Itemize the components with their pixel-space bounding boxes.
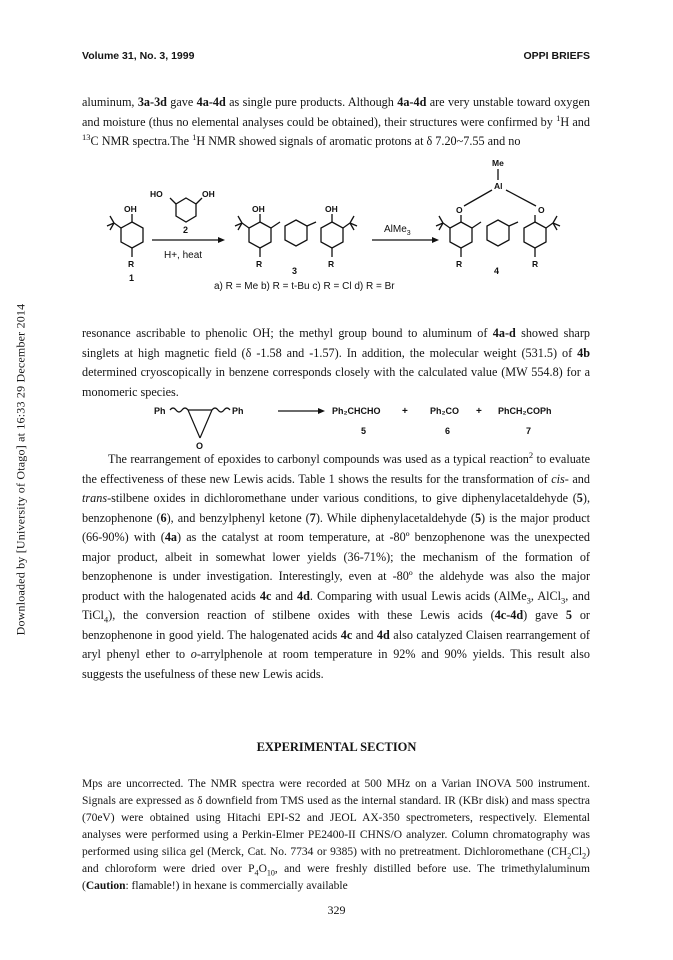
text-run: ) as the catalyst at room temperature, at -80º benzophenone was the unexpected major product, albeit in somewhat lower yields (36-71%); the mechanism of the formation of benzophenone is under investigation. Interestingly, even at -80º the aldehyde was also the major product with the halogenated acids bbox=[82, 530, 590, 603]
text-run: 4d bbox=[297, 588, 310, 603]
product-6-formula: Ph₂CO bbox=[430, 406, 459, 416]
text-run: or benzophenone in good yield. The halogenated acids bbox=[82, 608, 590, 642]
label-epoxide-o: O bbox=[196, 441, 204, 451]
text-run: -stilbene oxides in dichloromethane under various conditions, to give diphenylacetaldehyde ( bbox=[107, 491, 577, 505]
section-heading-experimental: EXPERIMENTAL SECTION bbox=[256, 740, 417, 754]
product-number-6: 6 bbox=[445, 426, 451, 436]
compound-number-3: 3 bbox=[292, 266, 298, 276]
text-run: : flamable!) in hexane is commercially available bbox=[125, 880, 348, 892]
running-header-volume: Volume 31, No. 3, 1999 bbox=[82, 50, 195, 62]
text-run: Mps are uncorrected. The NMR spectra were recorded at 500 MHz on a Varian INOVA 500 instrument. Signals are expressed as δ downfield from TMS used as the internal standard. IR (KBr disk) and mass spectra (70eV) were obtained using Hitachi EPI-S2 and JEOL AX-350 spectrometers, respectively. Elemental analyses were performed using a Perkin-Elmer PE2400-II CHNS/O analyzer. Column chromatography was performed using silica gel (Merck, Cat. No. 7734 or 9385) with no pretreatment. Dichloromethane (CH bbox=[82, 778, 590, 858]
product-5-formula: Ph₂CHCHO bbox=[332, 406, 381, 416]
label-me: Me bbox=[492, 158, 504, 168]
wavy-bond bbox=[170, 408, 188, 412]
text-run: trans bbox=[82, 491, 108, 505]
text-run: showed sharp singlets at high magnetic field (δ -1.58 and -1.57). In addition, the molecular weight (531.5) of bbox=[82, 326, 590, 360]
label-r: R bbox=[328, 259, 335, 269]
structure-compound-4 bbox=[436, 158, 560, 257]
label-o: O bbox=[538, 205, 545, 215]
label-ho: HO bbox=[150, 189, 163, 199]
label-oh: OH bbox=[325, 204, 338, 214]
text-run: 4 bbox=[254, 868, 259, 878]
paragraph-experimental bbox=[82, 776, 590, 895]
text-run: 3a-3d bbox=[137, 95, 167, 109]
text-run: 4c bbox=[259, 588, 272, 603]
text-run: 4b bbox=[577, 345, 590, 360]
text-run: 4a-4d bbox=[397, 95, 427, 109]
text-run: , and TiCl bbox=[82, 588, 590, 622]
text-run: 7 bbox=[309, 510, 316, 525]
text-run: gave bbox=[166, 95, 197, 109]
text-run: , and were freshly distilled before use. The trimethylaluminum ( bbox=[82, 863, 590, 892]
text-run: 3 bbox=[526, 594, 531, 605]
text-run: -arrylphenole at room temperature in 92% and 90% yields. This result also suggests the usefulness of these new Lewis acids. bbox=[82, 647, 590, 681]
text-run: ), the conversion reaction of stilbene oxides with these Lewis acids ( bbox=[108, 608, 495, 622]
reaction-scheme-1 bbox=[80, 150, 600, 300]
product-number-5: 5 bbox=[361, 426, 367, 436]
text-run: ) is the major product (66-90%) with ( bbox=[82, 510, 590, 544]
text-run: ) gave bbox=[523, 608, 566, 622]
wavy-bond bbox=[212, 408, 230, 412]
text-run: , AlCl bbox=[530, 588, 562, 603]
text-run: also catalyzed Claisen rearrangement of aryl phenyl ether to bbox=[82, 627, 590, 661]
text-run: 4c bbox=[340, 627, 353, 642]
product-7-formula: PhCH₂COPh bbox=[498, 406, 552, 416]
text-run: 4 bbox=[103, 614, 109, 625]
page-number: 329 bbox=[327, 903, 346, 917]
substituent-legend: a) R = Me b) R = t-Bu c) R = Cl d) R = Br bbox=[214, 281, 395, 292]
text-run: and bbox=[568, 471, 590, 486]
product-number-7: 7 bbox=[526, 426, 532, 436]
text-run: resonance ascribable to phenolic OH; the methyl group bound to aluminum of bbox=[82, 326, 493, 340]
plus-sign: + bbox=[476, 406, 482, 417]
text-run: 1 bbox=[192, 131, 197, 142]
text-run: 4c-4d bbox=[494, 608, 524, 622]
label-ph-left: Ph bbox=[154, 406, 166, 416]
label-oh: OH bbox=[252, 204, 265, 214]
text-run: 10 bbox=[266, 868, 275, 878]
text-run: ) and chloroform were dried over P bbox=[82, 846, 590, 875]
label-o: O bbox=[456, 205, 463, 215]
structure-reagent-2 bbox=[170, 198, 202, 222]
text-run: 5 bbox=[565, 608, 572, 622]
text-run: 13 bbox=[82, 131, 91, 142]
text-run: ), benzophenone ( bbox=[82, 491, 590, 525]
label-ph-right: Ph bbox=[232, 406, 244, 416]
text-run: and bbox=[352, 627, 377, 642]
label-oh: OH bbox=[124, 204, 137, 214]
text-run: ), and benzylphenyl ketone ( bbox=[166, 510, 310, 525]
reagent-number-2: 2 bbox=[183, 225, 189, 235]
structure-compound-3 bbox=[235, 214, 357, 257]
text-run: 4a bbox=[164, 530, 178, 544]
text-run: O bbox=[258, 863, 267, 875]
text-run: 5 bbox=[474, 510, 482, 525]
text-run: 2 bbox=[567, 851, 572, 861]
text-run: Cl bbox=[571, 846, 583, 858]
text-run: ). While diphenylacetaldehyde ( bbox=[315, 510, 475, 525]
plus-sign: + bbox=[402, 406, 408, 417]
text-run: H and bbox=[560, 114, 590, 129]
text-run: . Comparing with usual Lewis acids (AlMe bbox=[309, 588, 527, 603]
text-run: o bbox=[190, 647, 197, 661]
text-run: H NMR showed signals of aromatic protons at δ 7.20~7.55 and no bbox=[196, 134, 521, 148]
text-run: 4a-4d bbox=[196, 95, 226, 109]
text-run: 4d bbox=[376, 627, 390, 642]
paragraph-nmr bbox=[82, 324, 590, 402]
compound-number-1: 1 bbox=[129, 273, 135, 283]
text-run: are very unstable toward oxygen and moisture (thus no elemental analyses could be obtained), their structures were confirmed by bbox=[82, 95, 590, 129]
text-run: and bbox=[271, 588, 298, 603]
paragraph-intro bbox=[82, 93, 590, 152]
text-run: Caution bbox=[85, 880, 126, 892]
text-run: The rearrangement of epoxides to carbonyl compounds was used as a typical reaction bbox=[108, 452, 529, 466]
label-r: R bbox=[456, 259, 463, 269]
label-r: R bbox=[256, 259, 263, 269]
text-run: determined cryoscopically in benzene corresponds closely with the calculated value (MW 554.8) for a monomeric species. bbox=[82, 365, 590, 399]
text-run: 3 bbox=[561, 594, 566, 605]
text-run: 5 bbox=[576, 491, 583, 505]
running-header-section: OPPI BRIEFS bbox=[523, 50, 590, 62]
text-run: to evaluate the effectiveness of these new Lewis acids. Table 1 shows the results for the transformation of bbox=[82, 452, 591, 486]
text-run: 6 bbox=[160, 510, 167, 525]
text-run: C NMR spectra.The bbox=[90, 134, 193, 148]
label-oh: OH bbox=[202, 189, 215, 199]
text-run: aluminum, bbox=[82, 95, 138, 109]
text-run: cis- bbox=[551, 471, 569, 486]
compound-number-4: 4 bbox=[494, 266, 500, 276]
text-run: 2 bbox=[528, 449, 534, 460]
download-watermark: Downloaded by [University of Otago] at 16:33 29 December 2014 bbox=[13, 303, 28, 636]
text-run: as single pure products. Although bbox=[225, 95, 398, 109]
text-run: 1 bbox=[556, 112, 561, 123]
reaction-conditions: H+, heat bbox=[164, 250, 203, 261]
text-run: 2 bbox=[582, 851, 587, 861]
label-r: R bbox=[532, 259, 539, 269]
label-al: Al bbox=[494, 181, 503, 191]
structure-phenol-1 bbox=[107, 214, 143, 257]
paragraph-rearrangement bbox=[82, 450, 590, 684]
reagent-almе3: AlMe$_3$ bbox=[384, 224, 411, 237]
label-r: R bbox=[128, 259, 135, 269]
text-run: 4a-d bbox=[492, 326, 516, 340]
